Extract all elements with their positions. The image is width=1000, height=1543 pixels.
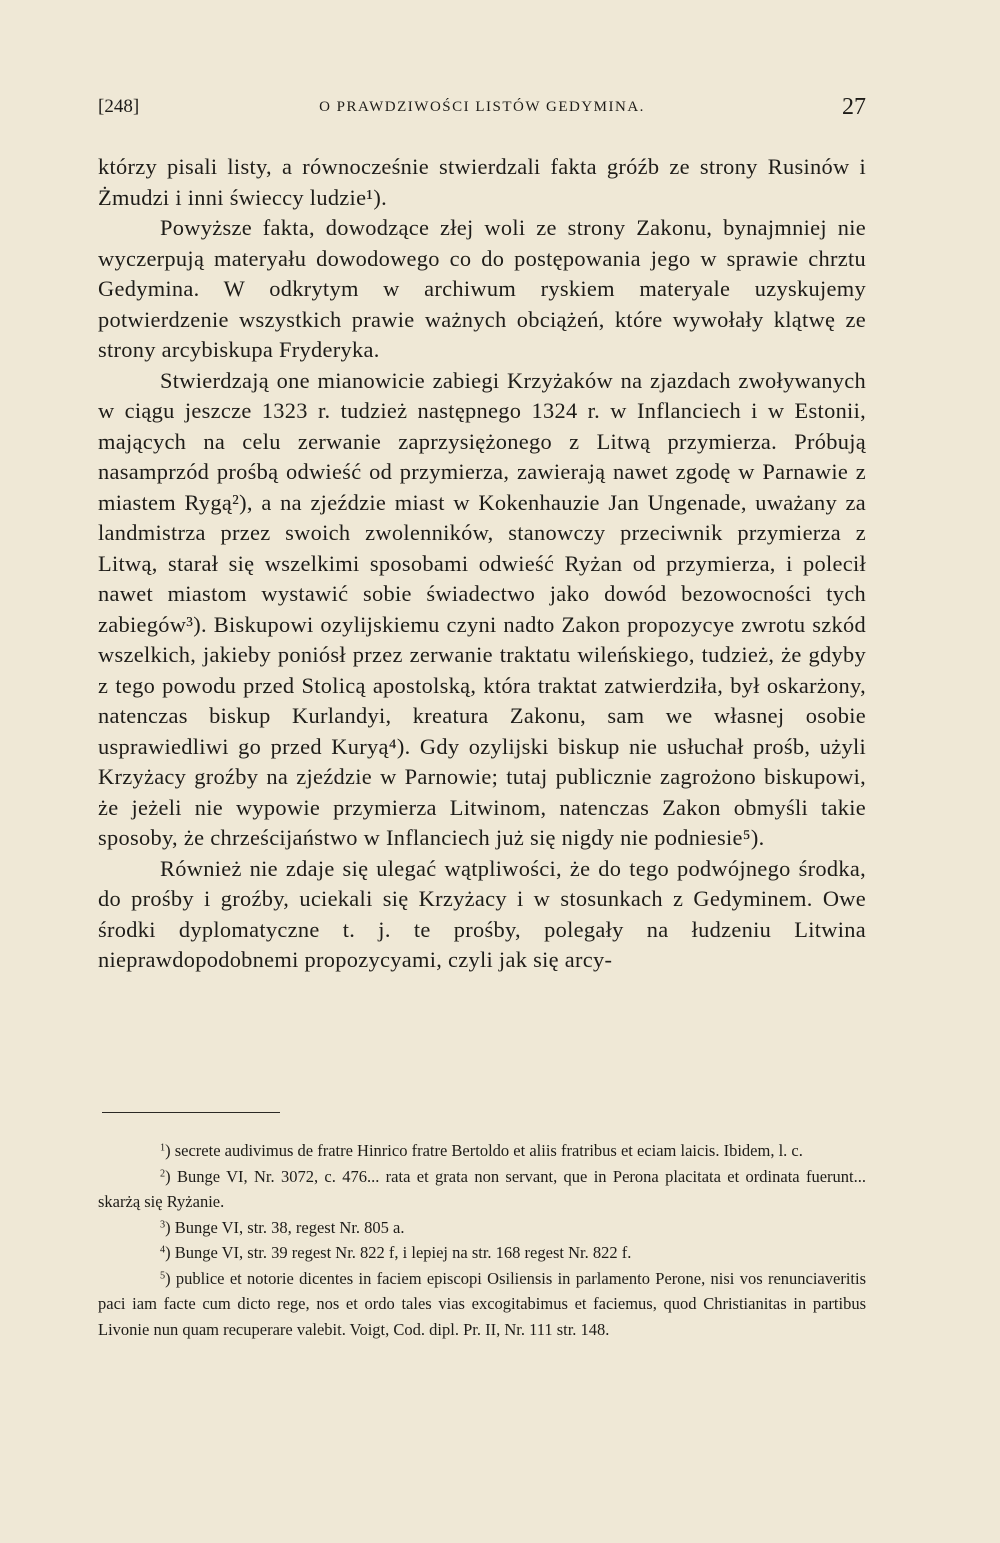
paragraph: którzy pisali listy, a równocześnie stwierdzali fakta gróźb ze strony Rusinów i Żmudzi i inni świeccy ludzie¹). (98, 154, 866, 210)
footnote (98, 1215, 866, 1241)
running-title: O PRAWDZIWOŚCI LISTÓW GEDYMINA. (319, 99, 645, 115)
footnote-text: ) Bunge VI, str. 39 regest Nr. 822 f, i lepiej na str. 168 regest Nr. 822 f. (165, 1243, 632, 1262)
footnote-marker: 1 (160, 1142, 166, 1154)
footnote-marker: 4 (160, 1244, 166, 1256)
running-header (98, 96, 866, 128)
footnote-text: ) secrete audivimus de fratre Hinrico fratre Bertoldo et aliis fratribus et eciam laicis. Ibidem, l. c. (165, 1141, 803, 1160)
footnote (98, 1266, 866, 1343)
page-number: 27 (842, 94, 866, 120)
paragraph: Powyższe fakta, dowodzące złej woli ze strony Zakonu, bynajmniej nie wyczerpują materyału dowodowego co do postępowania jego w sprawie chrztu Gedymina. W odkrytym w archiwum ryskiem materyale uzyskujemy potwierdzenie wszystkich prawie ważnych obciążeń, które wywołały klątwę ze strony arcybiskupa Fryderyka. (98, 215, 866, 362)
footnote-text: ) publice et notorie dicentes in faciem episcopi Osiliensis in parlamento Perone, nisi vos renunciaveritis paci iam facte cum dicto rege, nos et ordo tales vias excogitabimus et faciemus, quod Christianitas in partibus Livonie nun quam recuperare valebit. Voigt, Cod. dipl. Pr. II, Nr. 111 str. 148. (98, 1268, 866, 1339)
footnote (98, 1164, 866, 1215)
footnote-separator (102, 1112, 280, 1113)
footnote-marker: 5 (160, 1269, 166, 1281)
footnote (98, 1138, 866, 1164)
footnote-marker: 3 (160, 1218, 166, 1230)
main-text (98, 152, 866, 976)
footnote-text: ) Bunge VI, Nr. 3072, c. 476... rata et grata non servant, que in Perona placitata et ordinata fuerunt... skarżą się Ryżanie. (98, 1166, 866, 1211)
footnote-text: ) Bunge VI, str. 38, regest Nr. 805 a. (165, 1217, 405, 1237)
footnote (98, 1240, 866, 1266)
footnote-marker: 2 (160, 1167, 166, 1179)
footnotes (98, 1138, 866, 1342)
paragraph: Stwierdzają one mianowicie zabiegi Krzyżaków na zjazdach zwoływanych w ciągu jeszcze 1323 r. tudzież następnego 1324 r. w Inflanciech i w Estonii, mających na celu zerwanie zaprzysiężonego z Litwą przymierza. Próbują nasamprzód prośbą odwieść od przymierza, zawierają nawet zgodę w Parnawie z miastem Rygą²), a na zjeździe miast w Kokenhauzie Jan Ungenade, uważany za landmistrza przez swoich zwolenników, stanowczy przeciwnik przymierza z Litwą, starał się wszelkimi sposobami odwieść Ryżan od przymierza, i polecił nawet miastom wystawić sobie świadectwo jako dowód bezowocności tych zabiegów³). Biskupowi ozylijskiemu czyni nadto Zakon propozycye zwrotu szkód wszelkich, jakieby poniósł przez zerwanie traktatu wileńskiego, tudzież, że gdyby z tego powodu przed Stolicą apostolską, która traktat zatwierdziła, był oskarżony, natenczas biskup Kurlandyi, kreatura Zakonu, sam we własnej osobie usprawiedliwi go przed Kuryą⁴). Gdy ozylijski biskup nie usłuchał prośb, użyli Krzyżacy groźby na zjeździe w Parnowie; tutaj publicznie zagrożono biskupowi, że jeżeli nie wypowie przymierza Litwinom, natenczas Zakon obmyśli takie sposoby, że chrześcijaństwo w Inflanciech już się nigdy nie podniesie⁵). (98, 367, 866, 850)
paragraph: Również nie zdaje się ulegać wątpliwości, że do tego podwójnego środka, do prośby i groźby, uciekali się Krzyżacy i w stosunkach z Gedyminem. Owe środki dyplomatyczne t. j. te prośby, polegały na łudzeniu Litwina nieprawdopodobnemi propozycyami, czyli jak się arcy- (98, 855, 866, 972)
page-reference: [248] (98, 96, 140, 117)
